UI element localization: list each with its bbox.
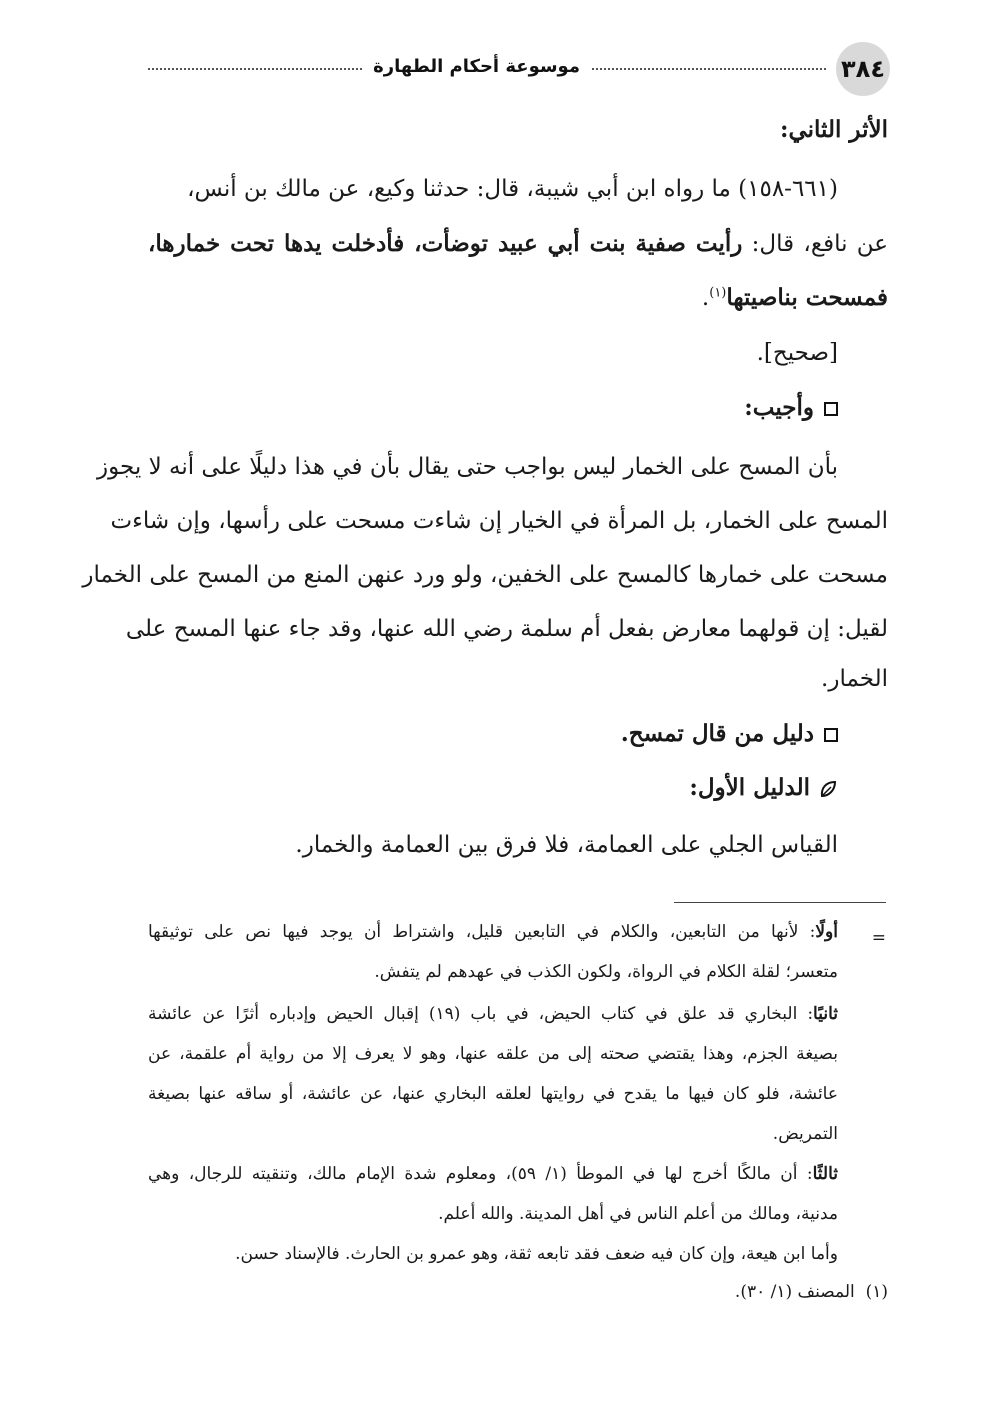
section-heading [621,720,838,748]
footnote-first-line-2: متعسر؛ لقلة الكلام في الرواة، ولكون الكذب في عهدهم لم يتفش. [374,962,838,982]
footnote-third-line-2: مدنية، ومالك من أعلم الناس في أهل المدينة. والله أعلم. [438,1204,838,1224]
footnote-third-line-1 [148,1164,838,1184]
footnote-separator [674,902,886,903]
footnote-second-line-2: بصيغة الجزم، وهذا يقتضي صحته إلى من علقه عنها، وهو لا يعرف إلا من رواية أم علقمة، عن [148,1044,838,1064]
paragraph-2-line-5: الخمار. [821,666,888,692]
footnote-fourth-line-1: وأما ابن هيعة، وإن كان فيه ضعف فقد تابعه ثقة، وهو عمرو بن الحارث. فالإسناد حسن. [235,1244,838,1264]
evidence-heading [689,774,838,802]
footnote-1-text: المصنف (١/ ٣٠). [734,1282,855,1302]
heading-second-athar: الأثر الثاني: [779,116,888,143]
footnote-first-text: : لأنها من التابعين، والكلام في التابعين قليل، واشتراط أن يوجد فيها نص على توثيقها [148,922,816,942]
paragraph-1-line-2 [148,230,888,259]
paragraph-1-line-1: (٦٦١-١٥٨) ما رواه ابن أبي شيبة، قال: حدثنا وكيع، عن مالك بن أنس، [187,176,838,202]
leaf-ornament-icon [818,779,838,799]
period: . [701,285,710,311]
page-number-badge: ٣٨٤ [836,42,890,96]
grade-label: [صحيح]. [756,340,838,366]
footnote-1-number: (١) [865,1282,888,1302]
narrator-chain: عن نافع، قال: [742,231,888,257]
footnote-second-text: : البخاري قد علق في كتاب الحيض، في باب (١٩) إقبال الحيض وإدباره أثرًا عن عائشة [148,1004,814,1024]
paragraph-2-line-2: المسح على الخمار، بل المرأة في الخيار إن شاءت مسحت على رأسها، وإن شاءت [110,508,888,534]
footnote-third-text: : أن مالكًا أخرج لها في الموطأ (١/ ٥٩)، ومعلوم شدة الإمام مالك، وتنقيته للرجال، وهي [148,1164,813,1184]
footnote-ref-1[interactable]: (١) [709,285,727,301]
running-title: موسوعة أحكام الطهارة [363,56,590,77]
checkbox-bullet-icon [824,728,838,742]
footnote-1 [735,1282,888,1302]
footnote-second-line-3: عائشة، فلو كان فيها ما يقدح في روايتها لعلقه البخاري عنها، عن عائشة، أو ساقه عنها بصيغة [148,1084,838,1104]
answer-heading [744,394,838,422]
footnote-second-line-1 [148,1004,838,1024]
page-header [148,42,890,106]
paragraph-2-line-1: بأن المسح على الخمار ليس بواجب حتى يقال بأن في هذا دليلًا على أنه لا يجوز [97,454,838,480]
answer-heading-text: وأجيب: [744,394,814,421]
footnote-second-line-4: التمريض. [772,1124,838,1144]
paragraph-2-line-3: مسحت على خمارها كالمسح على الخفين، ولو ورد عنهن المنع من المسح على الخمار [82,562,888,588]
evidence-heading-text: الدليل الأول: [689,774,810,801]
checkbox-bullet-icon [824,402,838,416]
footnote-label-second: ثانيًا [813,1004,838,1024]
paragraph-1-line-3 [702,284,888,313]
continuation-mark: = [871,928,886,948]
footnote-first-line-1 [148,922,838,942]
paragraph-2-line-4: لقيل: إن قولهما معارض بفعل أم سلمة رضي الله عنها، وقد جاء عنها المسح على [125,616,888,642]
evidence-text: القياس الجلي على العمامة، فلا فرق بين العمامة والخمار. [295,832,838,858]
footnote-label-first: أولًا [815,922,838,942]
section-heading-text: دليل من قال تمسح. [620,720,814,747]
footnote-label-third: ثالثًا [812,1164,839,1184]
athar-text: رأيت صفية بنت أبي عبيد توضأت، فأدخلت يدها تحت خمارها، [148,230,743,257]
athar-text-end: فمسحت بناصيتها [726,284,888,311]
